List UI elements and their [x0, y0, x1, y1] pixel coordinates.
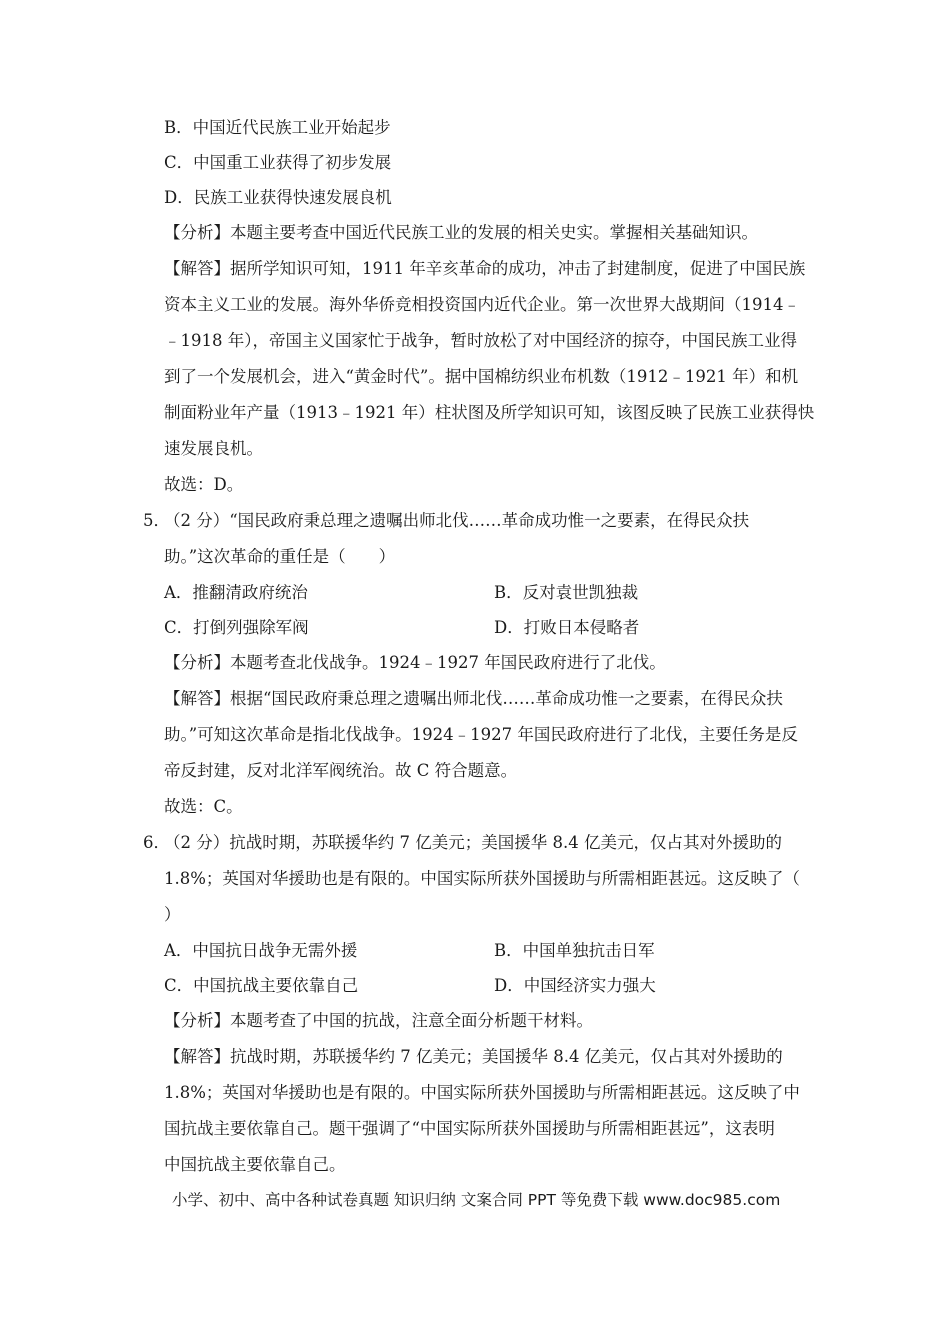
answer-line: 资本主义工业的发展。海外华侨竞相投资国内近代企业。第一次世界大战期间（1914﹣ — [164, 295, 800, 314]
option-d: D．民族工业获得快速发展良机 — [164, 188, 392, 207]
answer-line: 帝反封建，反对北洋军阀统治。故 C 符合题意。 — [164, 761, 518, 780]
question-stem: ） — [164, 905, 181, 924]
analysis: 【分析】本题主要考查中国近代民族工业的发展的相关史实。掌握相关基础知识。 — [164, 223, 758, 242]
footer-text: 小学、初中、高中各种试卷真题 知识归纳 文案合同 PPT 等免费下载 www.doc985.com — [172, 1191, 781, 1209]
question-stem: 助。”这次革命的重任是（ ） — [164, 547, 396, 566]
option-a: A．推翻清政府统治 — [164, 583, 308, 602]
choice: 故选：C。 — [164, 797, 243, 816]
analysis: 【分析】本题考查了中国的抗战，注意全面分析题干材料。 — [164, 1011, 593, 1030]
option-a: A．中国抗日战争无需外援 — [164, 941, 358, 960]
option-d: D．打败日本侵略者 — [494, 618, 640, 637]
option-d: D．中国经济实力强大 — [494, 976, 656, 995]
question-stem: 1.8%；英国对华援助也是有限的。中国实际所获外国援助与所需相距甚远。这反映了（ — [164, 869, 800, 888]
analysis: 【分析】本题考查北伐战争。1924﹣1927 年国民政府进行了北伐。 — [164, 653, 666, 672]
answer-line: 中国抗战主要依靠自己。 — [164, 1155, 346, 1174]
answer-line: 1.8%；英国对华援助也是有限的。中国实际所获外国援助与所需相距甚远。这反映了中 — [164, 1083, 800, 1102]
answer-line: 速发展良机。 — [164, 439, 263, 458]
question-stem: （2 分）抗战时期，苏联援华约 7 亿美元；美国援华 8.4 亿美元，仅占其对外援助的 — [164, 833, 782, 852]
answer-line: 助。”可知这次革命是指北伐战争。1924﹣1927 年国民政府进行了北伐，主要任务是反 — [164, 725, 798, 744]
option-c: C．中国重工业获得了初步发展 — [164, 153, 392, 172]
option-b: B．中国单独抗击日军 — [494, 941, 655, 960]
choice: 故选：D。 — [164, 475, 244, 494]
answer-line: 【解答】据所学知识可知，1911 年辛亥革命的成功，冲击了封建制度，促进了中国民族 — [164, 259, 806, 278]
answer-line: 到了一个发展机会，进入“黄金时代”。据中国棉纺织业布机数（1912﹣1921 年）和机 — [164, 367, 799, 386]
question-number: 6． — [143, 833, 170, 852]
answer-line: 制面粉业年产量（1913﹣1921 年）柱状图及所学知识可知，该图反映了民族工业获得快 — [164, 403, 815, 422]
answer-line: 国抗战主要依靠自己。题干强调了“中国实际所获外国援助与所需相距甚远”，这表明 — [164, 1119, 775, 1138]
option-b: B．中国近代民族工业开始起步 — [164, 118, 391, 137]
answer-line: 【解答】根据“国民政府秉总理之遗嘱出师北伐……革命成功惟一之要素，在得民众扶 — [164, 689, 783, 708]
option-c: C．打倒列强除军阀 — [164, 618, 309, 637]
option-b: B．反对袁世凯独裁 — [494, 583, 639, 602]
answer-line: 【解答】抗战时期，苏联援华约 7 亿美元；美国援华 8.4 亿美元，仅占其对外援助的 — [164, 1047, 783, 1066]
answer-line: ﹣1918 年），帝国主义国家忙于战争，暂时放松了对中国经济的掠夺，中国民族工业得 — [164, 331, 797, 350]
option-c: C．中国抗战主要依靠自己 — [164, 976, 359, 995]
question-number: 5． — [143, 511, 170, 530]
question-stem: （2 分）“国民政府秉总理之遗嘱出师北伐……革命成功惟一之要素，在得民众扶 — [164, 511, 750, 530]
